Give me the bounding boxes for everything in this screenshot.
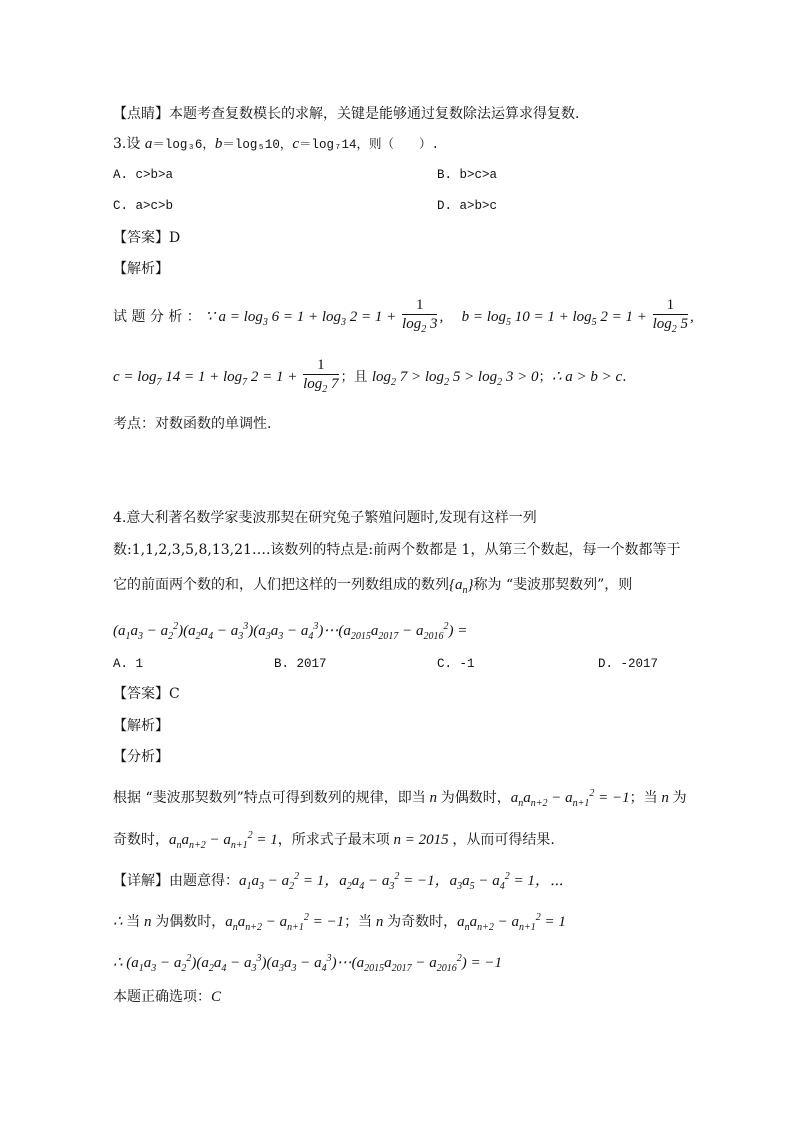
q4-option-b[interactable]: B. 2017 [274, 657, 327, 671]
q4-fenxi-line2-a: 奇数时， [113, 832, 169, 848]
q3-analysis-line1 [113, 296, 694, 336]
q4-fenxi-line2 [113, 826, 555, 856]
q3-def-c: ＝log₇14，则（ ）. [299, 138, 440, 152]
q4-option-d[interactable]: D. -2017 [598, 657, 659, 671]
q3-answer: 【答案】D [113, 230, 181, 246]
q4-analysis-label: 【解析】 [113, 718, 169, 734]
q4-fenxi-line2-c: ，从而可得结果. [452, 832, 555, 848]
q4-conclusion-value: C [211, 989, 222, 1005]
q3-option-d[interactable]: D. a>b>c [437, 199, 498, 213]
q3-var-a: a [144, 136, 153, 152]
q4-fenxi-line1-b: 为偶数时， [440, 790, 511, 806]
q4-when-odd: ；当 [344, 914, 373, 930]
q4-fenxi-line1-c: ；当 [629, 790, 658, 806]
q3-formula-a: ∵ $a = \log_3 6 = 1 + \log_3 2 = 1$ + $\frac{1}{\log_2 3}$ , [205, 297, 444, 335]
q4-var-n: n [425, 790, 441, 806]
q4-stem-line2: 数:1,1,2,3,5,8,13,21….该数列的特点是:前两个数都是 1，从第三个数起，每一个数都等于 [113, 542, 681, 558]
q4-option-c[interactable]: C. -1 [437, 657, 475, 671]
q3-analysis-label: 【解析】 [113, 261, 169, 277]
q4-detail-line1 [113, 867, 563, 897]
q4-detail-terms: $a_1a_3 - a_2^2 = 1$，$a_2a_4 - a_3^2 = -1$，$a_3a_5 - a_4^2 = 1$，⋯ [239, 871, 564, 892]
q3-option-a[interactable]: A. c>b>a [113, 168, 174, 182]
q4-conclusion-label: 本题正确选项： [113, 989, 211, 1005]
q3-number: 3.设 [113, 136, 145, 152]
q4-stem-line3-a: 它的前面两个数的和，人们把这样的一列数组成的数列 [113, 577, 449, 593]
q4-conclusion [113, 987, 221, 1007]
q4-stem-line3-b: 称为 “斐波那契数列”，则 [473, 577, 633, 593]
point-note: 【点睛】本题考查复数模长的求解，关键是能够通过复数除法运算求得复数. [113, 106, 580, 122]
q3-stem [113, 134, 439, 155]
q3-analysis-intro: 试 题 分 析 ： [113, 308, 201, 325]
q4-is-odd: 为奇数时， [387, 914, 458, 930]
q4-sequence-symbol: $\{a_n\}$ [449, 577, 474, 596]
q3-option-c[interactable]: C. a>c>b [113, 199, 174, 213]
q4-fenxi-line2-b: ，所求式子最末项 [277, 832, 390, 848]
q3-consideration: 考点：对数函数的单调性. [113, 416, 272, 432]
q3-var-b: b [214, 136, 223, 152]
q4-rule-even: $a_na_{n+2} - a_{n+1}^2 = -1$ [510, 788, 630, 809]
q3-def-b: ＝log₅10， [222, 138, 293, 152]
q3-formula-c: $c = \log_7 14 = 1 + \log_7 2 = 1$ + $\frac{1}{\log_2 7}$ [113, 357, 339, 395]
q4-detail-label: 【详解】由题意得： [113, 873, 239, 889]
q4-is-even: 为偶数时， [155, 914, 226, 930]
q4-fenxi-label: 【分析】 [113, 749, 169, 765]
q4-rule-odd: $a_na_{n+2} - a_{n+1}^2 = 1$ [169, 830, 278, 851]
q4-stem-line1: 4.意大利著名数学家斐波那契在研究兔子繁殖问题时,发现有这样一列 [113, 510, 537, 526]
q4-when-even: 当 [126, 914, 141, 930]
q4-fenxi-line1-d: 为 [672, 790, 687, 806]
q4-fenxi-line1-a: 根据 “斐波那契数列”特点可得到数列的规律，即当 [113, 790, 426, 806]
q4-product-expression: $(a_1a_3 - a_2^2)(a_2a_4 - a_3^3)(a_3a_3$ − $a_4^3)\cdots(a_{2015}a_{2017} - a_{2016}^2)$ = [113, 621, 468, 642]
q4-stem-line3 [113, 575, 632, 601]
q3-formula-b: $b = \log_5 10 = 1 + \log_5 2 = 1$ + $\frac{1}{\log_2 5}$ , [461, 297, 694, 335]
q4-option-a[interactable]: A. 1 [113, 657, 144, 671]
q3-analysis-line2 [113, 356, 626, 396]
q4-var-n-2: n [657, 790, 673, 806]
q3-formula-compare: ；且 $\log_2 7 > \log_2 5 > \log_2 3 > 0$；∴ a > b > c. [340, 368, 627, 388]
q4-fenxi-line1 [113, 784, 687, 814]
q3-option-b[interactable]: B. b>c>a [437, 168, 498, 182]
q3-def-a: ＝log₃6， [152, 138, 215, 152]
q3-var-c: c [292, 136, 300, 152]
q4-answer: 【答案】C [113, 686, 180, 702]
q4-detail-line2: ∴ 当 n 为偶数时，$a_na_{n+2} - a_{n+1}^2 = -1$；当 n 为奇数时，$a_na_{n+2} - a_{n+1}^2 = 1$ [113, 912, 566, 933]
q4-last-term: n = 2015 [389, 832, 453, 848]
q4-detail-line3: ∴ $(a_1a_3 - a_2^2)(a_2a_4 - a_3^3)(a_3a_3$ − $a_4^3)\cdots(a_{2015}a_{2017} - a_{2016}^2) = -1$ [113, 953, 503, 974]
